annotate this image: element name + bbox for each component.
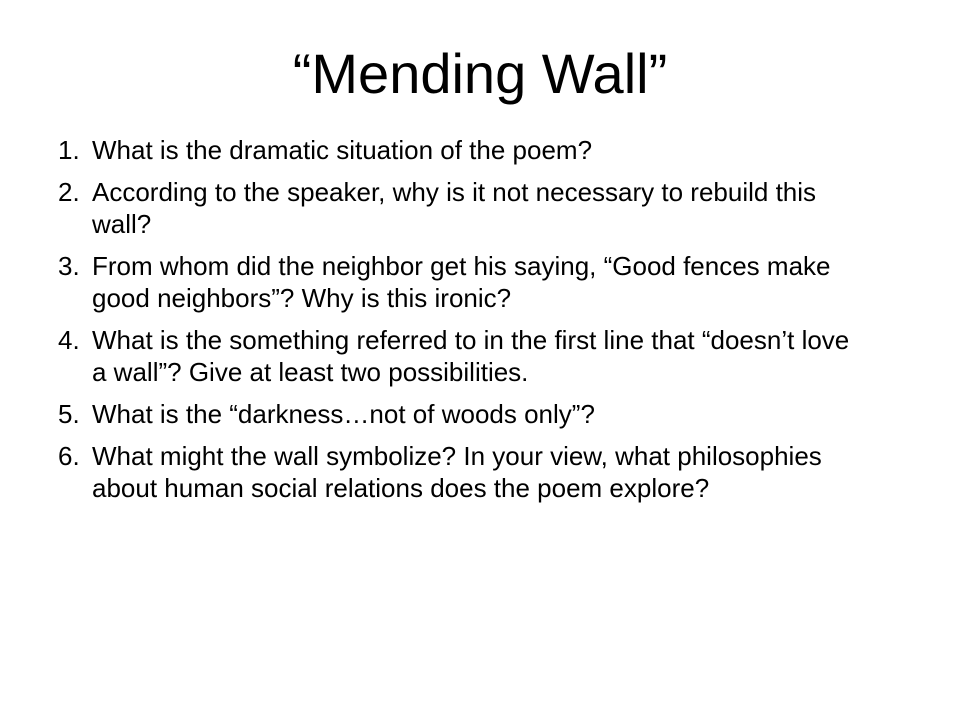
question-item [58,398,858,430]
question-item [58,440,858,504]
question-text: According to the speaker, why is it not necessary to rebuild this wall? [92,177,817,239]
question-number: 3. [58,251,80,281]
slide-title: “Mending Wall” [292,42,668,105]
question-text: What might the wall symbolize? In your view, what philosophies about human social relations does the poem explore? [92,441,822,503]
question-number: 2. [58,177,80,207]
question-text: What is the dramatic situation of the poem? [92,135,593,165]
question-list [58,134,858,514]
question-number: 4. [58,325,80,355]
question-text: What is the “darkness…not of woods only”? [92,399,595,429]
question-number: 6. [58,441,80,471]
question-item [58,250,858,314]
question-item [58,134,858,166]
question-number: 5. [58,399,80,429]
question-item [58,324,858,388]
question-text: From whom did the neighbor get his saying, “Good fences make good neighbors”? Why is this ironic? [92,251,831,313]
question-text: What is the something referred to in the first line that “doesn’t love a wall”? Give at least two possibilities. [92,325,850,387]
question-item [58,176,858,240]
question-number: 1. [58,135,80,165]
